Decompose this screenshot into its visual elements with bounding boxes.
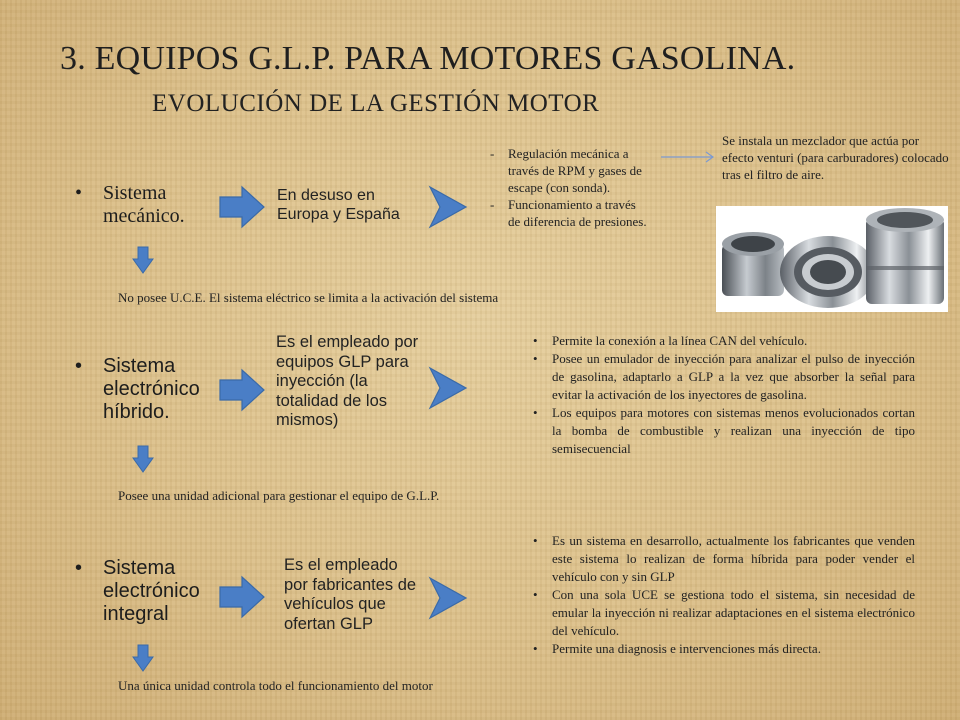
right-arrow-icon [218,368,266,412]
status-hibrido: Es el empleado por equipos GLP para inyección (la totalidad de los mismos) [276,333,419,429]
system-label-mecanico: • Sistema mecánico. [75,182,185,227]
note-hibrido: Posee una unidad adicional para gestionar el equipo de G.L.P. [118,488,440,503]
list-item: • Permite una diagnosis e intervenciones más directa. [527,640,915,658]
bullet-dot: • [75,182,83,204]
note-mecanico: No posee U.C.E. El sistema eléctrico se limita a la activación del sistema [118,290,499,305]
right-arrow-icon [218,185,266,229]
thin-arrow-icon [660,150,716,164]
list-item: • Posee un emulador de inyección para analizar el pulso de inyección de gasolina, adaptarlo a GLP a la vez que absorber la señal para evitar la activación de los inyectores de gasolina. [527,350,915,404]
chevron-right-icon [428,185,468,229]
bullet-dot: • [75,557,83,579]
note-integral: Una única unidad controla todo el funcionamiento del motor [118,678,433,693]
list-item: • Los equipos para motores con sistemas menos evolucionados cortan la bomba de combustible y realizan una inyección de tipo semisecuencial [527,404,915,458]
system-label-hibrido: • Sistema electrónico híbrido. [75,355,200,423]
list-item: • Con una sola UCE se gestiona todo el sistema, sin necesidad de emular la inyección ni realizar adaptaciones en el sistema electrónico del vehículo. [527,586,915,640]
mixer-parts-image [716,206,948,312]
system-label-integral: • Sistema electrónico integral [75,557,200,625]
down-arrow-icon [132,246,154,274]
bullet-dot: • [75,355,83,377]
chevron-right-icon [428,576,468,620]
chevron-right-icon [428,366,468,410]
list-item: - Regulación mecánica a través de RPM y gases de escape (con sonda). [488,145,648,196]
status-mecanico: En desuso en Europa y España [277,187,400,223]
extra-mecanico: Se instala un mezclador que actúa por efecto venturi (para carburadores) colocado tras el filtro de aire. [722,133,949,182]
right-arrow-icon [218,575,266,619]
slide-subtitle: EVOLUCIÓN DE LA GESTIÓN MOTOR [152,90,600,117]
down-arrow-icon [132,445,154,473]
slide-title: 3. EQUIPOS G.L.P. PARA MOTORES GASOLINA. [60,40,796,77]
list-item: • Permite la conexión a la línea CAN del vehículo. [527,332,915,350]
status-integral: Es el empleado por fabricantes de vehículos que ofertan GLP [284,556,417,633]
details-hibrido [527,332,915,458]
list-item: • Es un sistema en desarrollo, actualmente los fabricantes que venden este sistema lo realizan de forma híbrida para poder vender el vehículo con y sin GLP [527,532,915,586]
list-item: - Funcionamiento a través de diferencia de presiones. [488,196,648,230]
details-integral [527,532,915,658]
down-arrow-icon [132,644,154,672]
details-mecanico [488,145,648,230]
